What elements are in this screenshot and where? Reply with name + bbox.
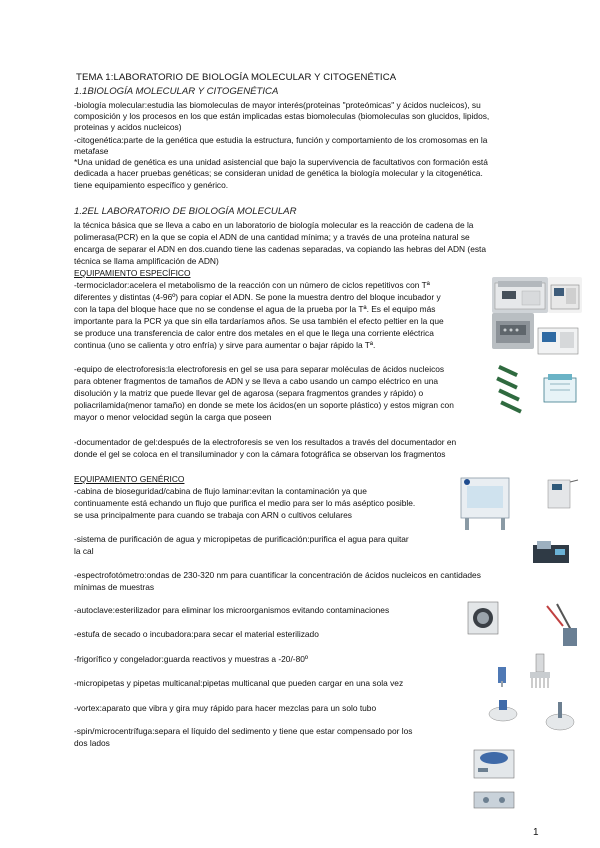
vortex-photo (485, 694, 521, 724)
centrifuge-line: dos lados (74, 738, 110, 748)
electrophoresis-line: -equipo de electroforesis:la electroforesis en gel se usa para separar moléculas de ácidos nucleicos (74, 364, 445, 374)
spectrophotometer-photo (527, 535, 575, 569)
micropipettes-line: -micropipetas y pipetas multicanal:pipetas multicanal que pueden cargar en una sola vez (74, 678, 404, 688)
s1-line: metafase (74, 146, 109, 156)
thermocycler-photo-2 (548, 277, 582, 313)
thermocycler-line: -termociclador:acelera el metabolismo de la reacción con un número de ciclos repetitivos con Tª (74, 280, 430, 290)
thermocycler-line: con la tapa del bloque hace que no se condense el agua de la prueba por la Tª. Es el equipo más (74, 304, 436, 314)
gel-documenter-line: donde el gel se coloca en el transiluminador y con la cámara fotográfica se observan los fragmentos (74, 449, 446, 459)
thermocycler-photo-4 (534, 318, 582, 358)
electrophoresis-line: poliacrilamida(menor tamaño) en donde se mete los ácidos(en un soporte plástico) y estos migran con (74, 400, 454, 410)
s1-line: -citogenética:parte de la genética que estudia la estructura, función y comportamiento de los cromosomas en la (74, 135, 488, 145)
water-purification-line: la cal (74, 546, 94, 556)
micropipette-photo (488, 663, 518, 689)
electrophoresis-line: para obtener fragmentos de tamaños de ADN y se lleva a cabo usando un campo eléctrico en una (74, 376, 439, 386)
electrophoresis-photo-2 (540, 368, 580, 408)
centrifuge-line: -spin/microcentrífuga:separa el líquido del sedimento y tiene que estar compensado por los (74, 726, 413, 736)
biosafety-cabinet-line: -cabina de bioseguridad/cabina de flujo laminar:evitan la contaminación ya que (74, 486, 367, 496)
section-2-heading: 1.2EL LABORATORIO DE BIOLOGÍA MOLECULAR (74, 206, 297, 217)
multichannel-pipette-photo (522, 650, 560, 694)
s2-intro-line: técnica se llama amplificación de ADN) (74, 256, 219, 266)
thermocycler-line: diferentes y distintas (4-96º) para copiar el ADN. Se pone la muestra dentro del bloque incubador y (74, 292, 441, 302)
microcentrifuge-photo (468, 740, 520, 784)
water-purification-photo (540, 476, 580, 512)
gel-documenter-line: -documentador de gel:después de la electroforesis se ven los resultados a través del documentador en (74, 437, 457, 447)
s2-intro-line: la técnica básica que se lleva a cabo en un laboratorio de biología molecular es la reacción de cadena de la (74, 220, 474, 230)
s2-intro-line: encarga de separar el ADN en dos.cuando tiene las cadenas separadas, va copiando las hebras del ADN (esta (74, 244, 487, 254)
spectrophotometer-line: mínimas de muestras (74, 582, 155, 592)
biosafety-cabinet-line: continuamente está echando un flujo que purifica el medio para ser lo más aséptico posible. (74, 498, 416, 508)
water-purification-line: -sistema de purificación de agua y micropipetas de purificación:purifica el agua para quitar (74, 534, 409, 544)
drying-oven-line: -estufa de secado o incubadora:para secar el material esterilizado (74, 629, 319, 639)
s1-line: composición y los procesos en los que están implicadas estas biomoleculas (biomoleculas son glucidos, lipidos, (74, 111, 490, 121)
fridge-freezer-line: -frigorífico y congelador:guarda reactivos y muestras a -20/-80º (74, 654, 308, 664)
s1-line: proteinas y acidos nucleicos) (74, 122, 182, 132)
autoclave-line: -autoclave:esterilizador para eliminar los microorganismos evitando contaminaciones (74, 605, 390, 615)
drying-oven-photo (533, 596, 583, 650)
electrophoresis-photo-1 (494, 363, 540, 419)
document-title: TEMA 1:LABORATORIO DE BIOLOGÍA MOLECULAR Y CITOGENÉTICA (76, 72, 397, 83)
autoclave-photo (465, 598, 501, 638)
vortex-photo-2 (540, 694, 580, 736)
s1-line: dedicada a hacer pruebas genéticas; se consideran unidad de genética la biología molecular y la citogenética. (74, 168, 483, 178)
s1-line: -biología molecular:estudia las biomoleculas de mayor interés(proteinas "proteómicas" y ácidos nucleicos), su (74, 100, 481, 110)
specific-equipment-heading: EQUIPAMIENTO ESPECÍFICO (74, 268, 191, 278)
spectrophotometer-line: -espectrofotómetro:ondas de 230-320 nm para cuantificar la concentración de ácidos nucleicos en cantidades (74, 570, 481, 580)
thermocycler-line: continua (uno se calienta y otro enfría) y sirve para aumentar o bajar rápido la Tª. (74, 340, 376, 350)
thermocycler-photo-1 (492, 277, 548, 313)
vortex-line: -vortex:aparato que vibra y gira muy rápido para hacer mezclas para un solo tubo (74, 703, 377, 713)
electrophoresis-line: mayor o menor velocidad según la carga que poseen (74, 412, 272, 422)
thermocycler-photo-3 (492, 313, 534, 349)
electrophoresis-line: disolución y la matriz que puede llevar gel de agarosa (separa fragmentos grandes y rápido) o (74, 388, 424, 398)
biosafety-cabinet-photo (455, 472, 515, 534)
s1-line: tiene equipamiento específico y genérico. (74, 180, 229, 190)
thermocycler-line: se produce una transferencia de calor entre dos metales en el que le llega una corriente eléctrica (74, 328, 434, 338)
s1-line: *Una unidad de genética es una unidad asistencial que bajo la supervivencia de facultativos con formación está (74, 157, 488, 167)
thermocycler-line: importante para la PCR ya que sin ella tardaríamos años. Se usa también el efecto peltier en la que (74, 316, 444, 326)
section-1-heading: 1.1BIOLOGÍA MOLECULAR Y CITOGENÉTICA (74, 86, 279, 97)
generic-equipment-heading: EQUIPAMIENTO GENÉRICO (74, 474, 185, 484)
microcentrifuge-photo-2 (466, 786, 522, 812)
page-number: 1 (533, 827, 539, 838)
biosafety-cabinet-line: se usa principalmente para cuando se trabaja con ARN o cultivos celulares (74, 510, 352, 520)
s2-intro-line: polimerasa(PCR) en la que se copia el ADN de una cantidad mínima; y a través de una proteína natural se (74, 232, 470, 242)
